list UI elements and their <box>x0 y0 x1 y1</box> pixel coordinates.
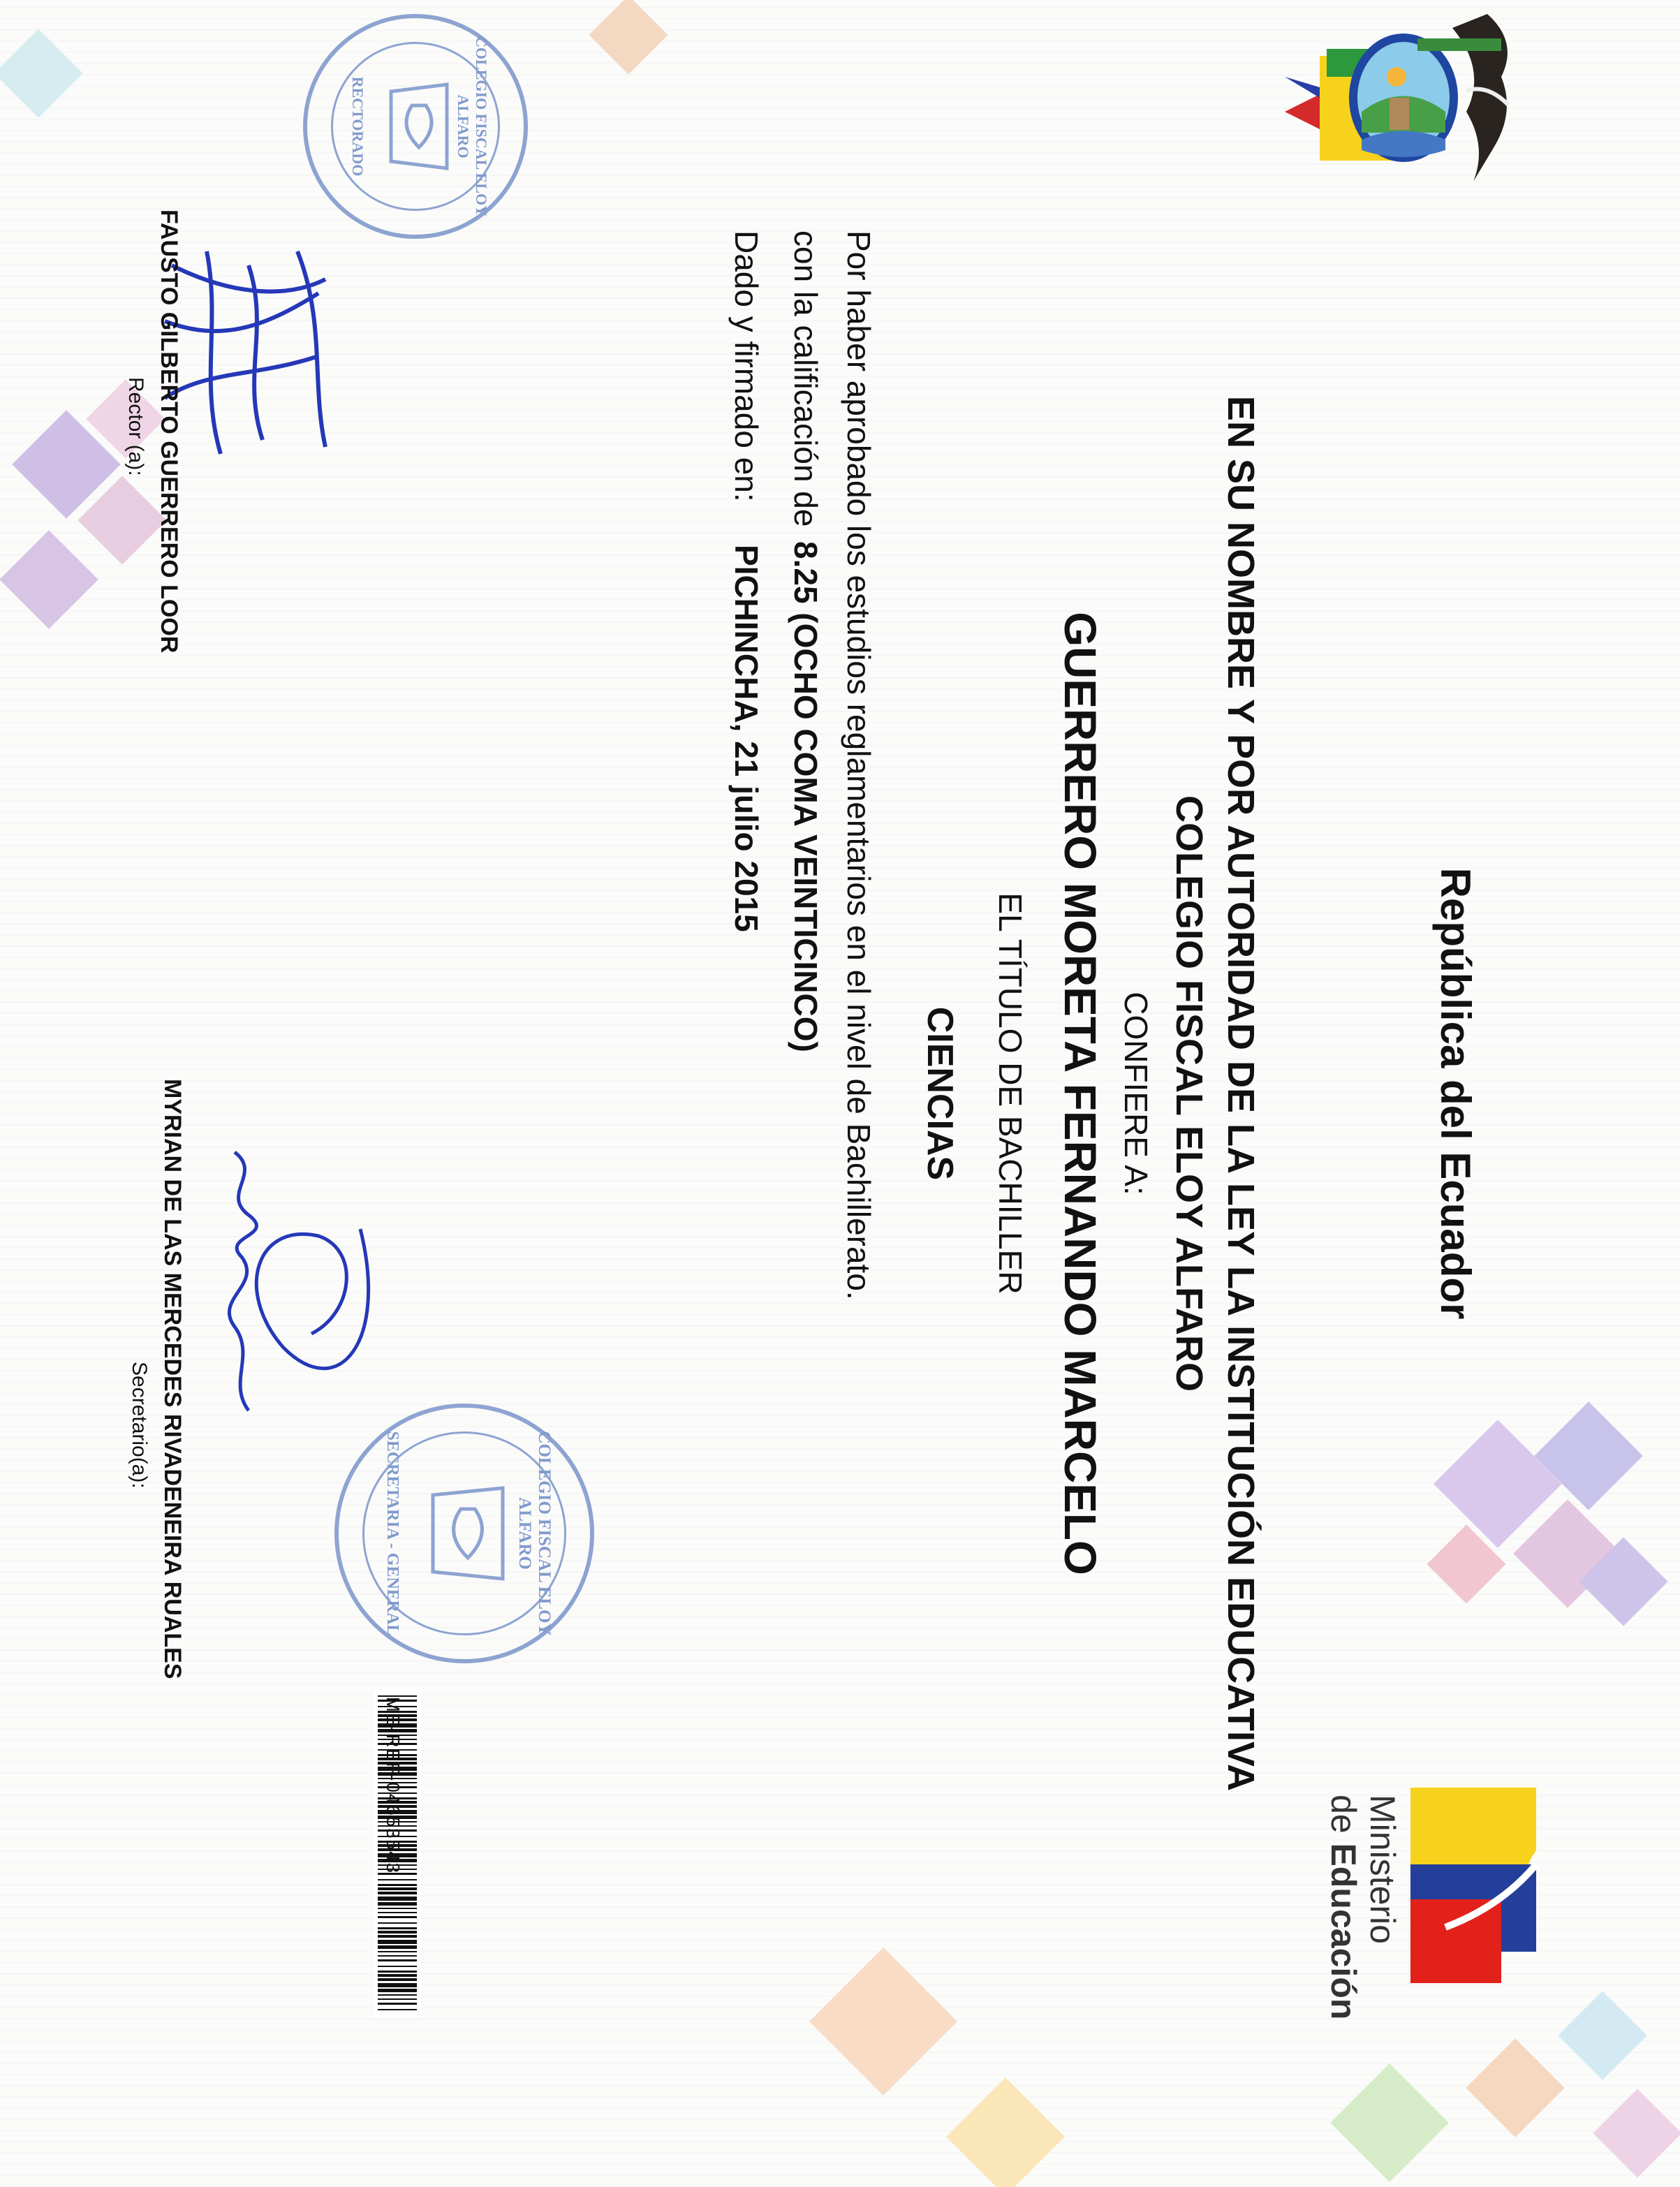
institution-name: COLEGIO FISCAL ELOY ALFARO <box>1168 795 1210 1392</box>
grade-value: 8.25 (OCHO COMA VEINTICINCO) <box>788 541 824 1052</box>
secretary-role: Secretario(a): <box>128 1362 151 1489</box>
rector-name: FAUSTO GILBERTO GUERRERO LOOR <box>156 209 182 654</box>
ministry-line2-prefix: de <box>1324 1795 1363 1843</box>
ministry-name <box>1324 1795 1402 2019</box>
secretary-seal <box>334 1404 594 1663</box>
confers-label: CONFIERE A: <box>1118 992 1154 1195</box>
rector-role: Rector (a): <box>124 377 147 476</box>
barcode-code: ME-REF-04653543 <box>383 1697 404 1874</box>
country-title: República del Ecuador <box>1432 867 1479 1320</box>
recipient-name: GUERRERO MORETA FERNANDO MARCELO <box>1055 612 1105 1575</box>
ministry-line1: Ministerio <box>1363 1795 1402 1944</box>
secretary-seal-bottom-text: SECRETARIA - GENERAL <box>383 1431 401 1636</box>
secretary-seal-top-text: COLEGIO FISCAL ELOY ALFARO <box>515 1431 554 1636</box>
title-label: EL TÍTULO DE BACHILLER <box>992 892 1029 1295</box>
secretary-signature-icon <box>179 1131 402 1431</box>
seal-emblem-icon <box>419 1481 517 1586</box>
seal-emblem-icon <box>377 78 461 175</box>
specialty-name: CIENCIAS <box>920 1006 960 1181</box>
ministry-line2-bold: Educación <box>1324 1843 1363 2020</box>
rector-seal-bottom-text: RECTORADO <box>349 76 367 177</box>
rector-seal <box>303 14 528 239</box>
rector-seal-top-text: COLEGIO FISCAL ELOY ALFARO <box>455 36 490 216</box>
issued-label: Dado y firmado en: <box>728 230 765 502</box>
authority-line: EN SU NOMBRE Y POR AUTORIDAD DE LA LEY LA INSTITUCIÓN EDUCATIVA <box>1220 395 1262 1792</box>
ministry-line2 <box>1324 1795 1363 2019</box>
secretary-name: MYRIAN DE LAS MERCEDES RIVADENEIRA RUALES <box>159 1079 186 1679</box>
grade-label: con la calificación de <box>788 230 824 527</box>
reason-text: Por haber aprobado los estudios reglamentarios en el nivel de Bachillerato. <box>841 230 877 1300</box>
issued-value: PICHINCHA, 21 julio 2015 <box>728 545 765 932</box>
